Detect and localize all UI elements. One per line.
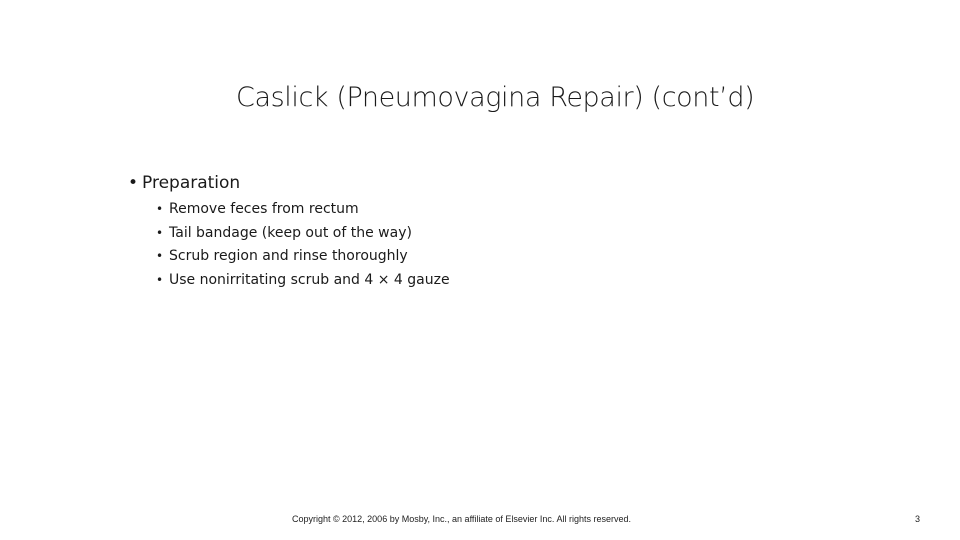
bullet-icon: • bbox=[156, 249, 164, 263]
copyright-footer: Copyright © 2012, 2006 by Mosby, Inc., an affiliate of Elsevier Inc. All rights reserved. bbox=[292, 514, 631, 524]
sub-bullet-item bbox=[156, 245, 828, 269]
bullet-text: Preparation bbox=[142, 173, 241, 193]
sub-bullet-item bbox=[156, 269, 828, 293]
slide-content bbox=[128, 172, 828, 292]
bullet-icon: • bbox=[156, 202, 164, 216]
sub-bullet-text: Scrub region and rinse thoroughly bbox=[169, 248, 408, 264]
sub-bullet-text: Remove feces from rectum bbox=[169, 201, 359, 217]
sub-bullet-list bbox=[128, 198, 828, 292]
bullet-item bbox=[128, 172, 828, 194]
slide-title: Caslick (Pneumovagina Repair) (cont’d) bbox=[236, 82, 755, 113]
page-number: 3 bbox=[914, 514, 920, 524]
bullet-icon: • bbox=[156, 225, 164, 240]
bullet-icon: • bbox=[128, 173, 139, 193]
sub-bullet-item bbox=[156, 222, 828, 246]
bullet-icon: • bbox=[156, 272, 164, 287]
sub-bullet-text: Tail bandage (keep out of the way) bbox=[169, 224, 412, 241]
sub-bullet-item bbox=[156, 198, 828, 222]
sub-bullet-text: Use nonirritating scrub and 4 × 4 gauze bbox=[169, 271, 450, 288]
